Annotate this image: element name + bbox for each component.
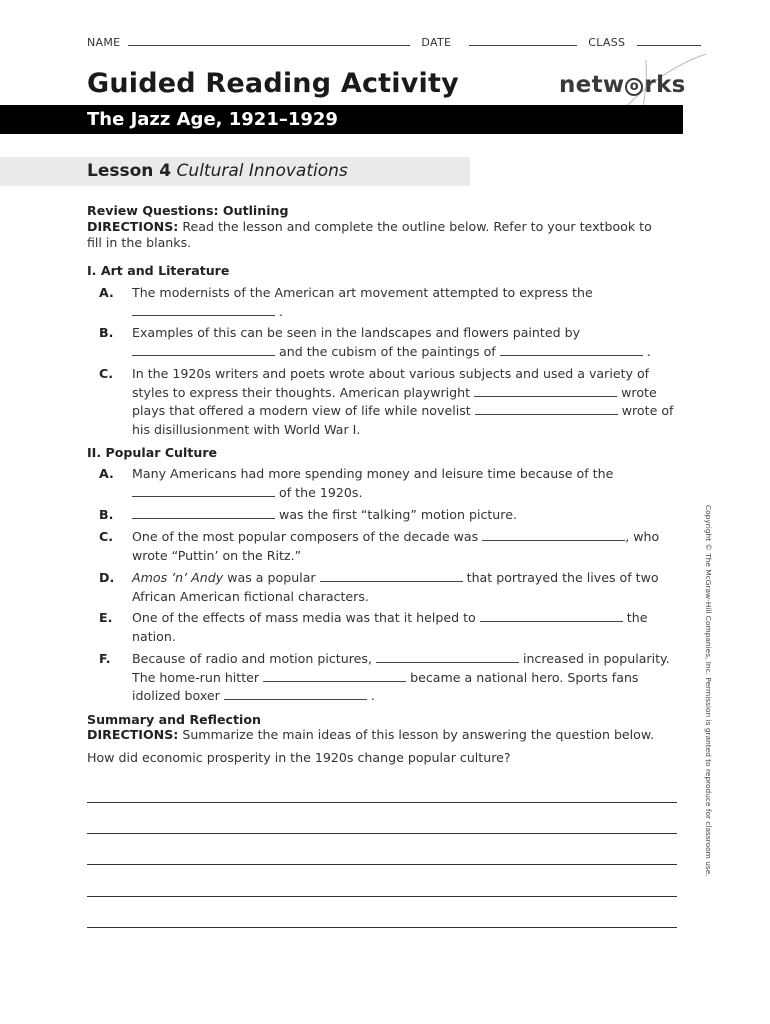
answer-line-3[interactable] [87,864,677,865]
summary-directions: DIRECTIONS: Summarize the main ideas of this lesson by answering the question below. [87,727,655,742]
summary-heading: Summary and Reflection [87,712,261,727]
blank-1b-2[interactable] [500,345,643,356]
item-1b: Examples of this can be seen in the landscapes and flowers painted by and the cubism of the paintings of . [132,325,651,359]
header-fields [87,36,701,49]
blank-2f-1[interactable] [376,652,519,663]
item-1b-letter: B. [99,325,114,340]
section-2-heading: II. Popular Culture [87,445,218,460]
lesson-heading [87,161,348,181]
logo-o-icon: o [625,78,643,96]
item-2c: One of the most popular composers of the decade was , who wrote “Puttin’ on the Ritz.” [132,529,660,563]
item-1a: The modernists of the American art movement attempted to express the . [132,285,593,319]
chapter-title: The Jazz Age, 1921–1929 [87,109,338,130]
summary-question: How did economic prosperity in the 1920s change popular culture? [87,750,511,765]
blank-1c-2[interactable] [475,404,618,415]
item-2f-letter: F. [99,651,111,666]
item-1c-letter: C. [99,366,114,381]
blank-2d[interactable] [320,571,463,582]
page-title: Guided Reading Activity [87,68,459,99]
item-2a-letter: A. [99,466,114,481]
class-label: CLASS [588,36,626,49]
name-label: NAME [87,36,121,49]
review-heading: Review Questions: Outlining [87,203,289,218]
blank-1c-1[interactable] [474,386,617,397]
answer-line-5[interactable] [87,927,677,928]
review-directions-cont: fill in the blanks. [87,235,192,250]
blank-2e[interactable] [480,611,623,622]
item-2c-letter: C. [99,529,114,544]
blank-2b[interactable] [132,508,275,519]
answer-line-2[interactable] [87,833,677,834]
copyright-notice: Copyright © The McGraw-Hill Companies, Inc. Permission is granted to reproduce for classroom use. [704,505,713,877]
lesson-number: Lesson 4 [87,161,172,181]
blank-2a[interactable] [132,486,275,497]
blank-2f-3[interactable] [224,689,367,700]
item-2e-letter: E. [99,610,113,625]
item-2a: Many Americans had more spending money and leisure time because of the of the 1920s. [132,466,614,500]
date-label: DATE [421,36,452,49]
item-2b-letter: B. [99,507,114,522]
blank-1a[interactable] [132,305,275,316]
item-2b: was the first “talking” motion picture. [132,506,517,525]
answer-line-1[interactable] [87,802,677,803]
blank-2c[interactable] [482,530,625,541]
review-directions: DIRECTIONS: Read the lesson and complete the outline below. Refer to your textbook to [87,219,652,234]
item-2d: Amos ’n’ Andy was a popular that portrayed the lives of two African American fictional characters. [132,570,659,604]
item-2d-letter: D. [99,570,115,585]
class-field[interactable] [637,37,701,46]
blank-1b-1[interactable] [132,345,275,356]
lesson-name: Cultural Innovations [176,161,348,181]
networks-logo: netw o rks [559,72,686,98]
item-1a-letter: A. [99,285,114,300]
name-field[interactable] [128,37,410,46]
blank-2f-2[interactable] [263,671,406,682]
section-1-heading: I. Art and Literature [87,263,230,278]
answer-line-4[interactable] [87,896,677,897]
date-field[interactable] [469,37,577,46]
item-2e: One of the effects of mass media was that it helped to the nation. [132,610,648,644]
item-2f: Because of radio and motion pictures, increased in popularity. The home-run hitter became a national hero. Sports fans idolized boxer . [132,651,670,704]
item-1c: In the 1920s writers and poets wrote about various subjects and used a variety of styles to express their thoughts. American playwright wrote plays that offered a modern view of life while novelist wrote of his disillusionment with World War I. [132,366,674,437]
